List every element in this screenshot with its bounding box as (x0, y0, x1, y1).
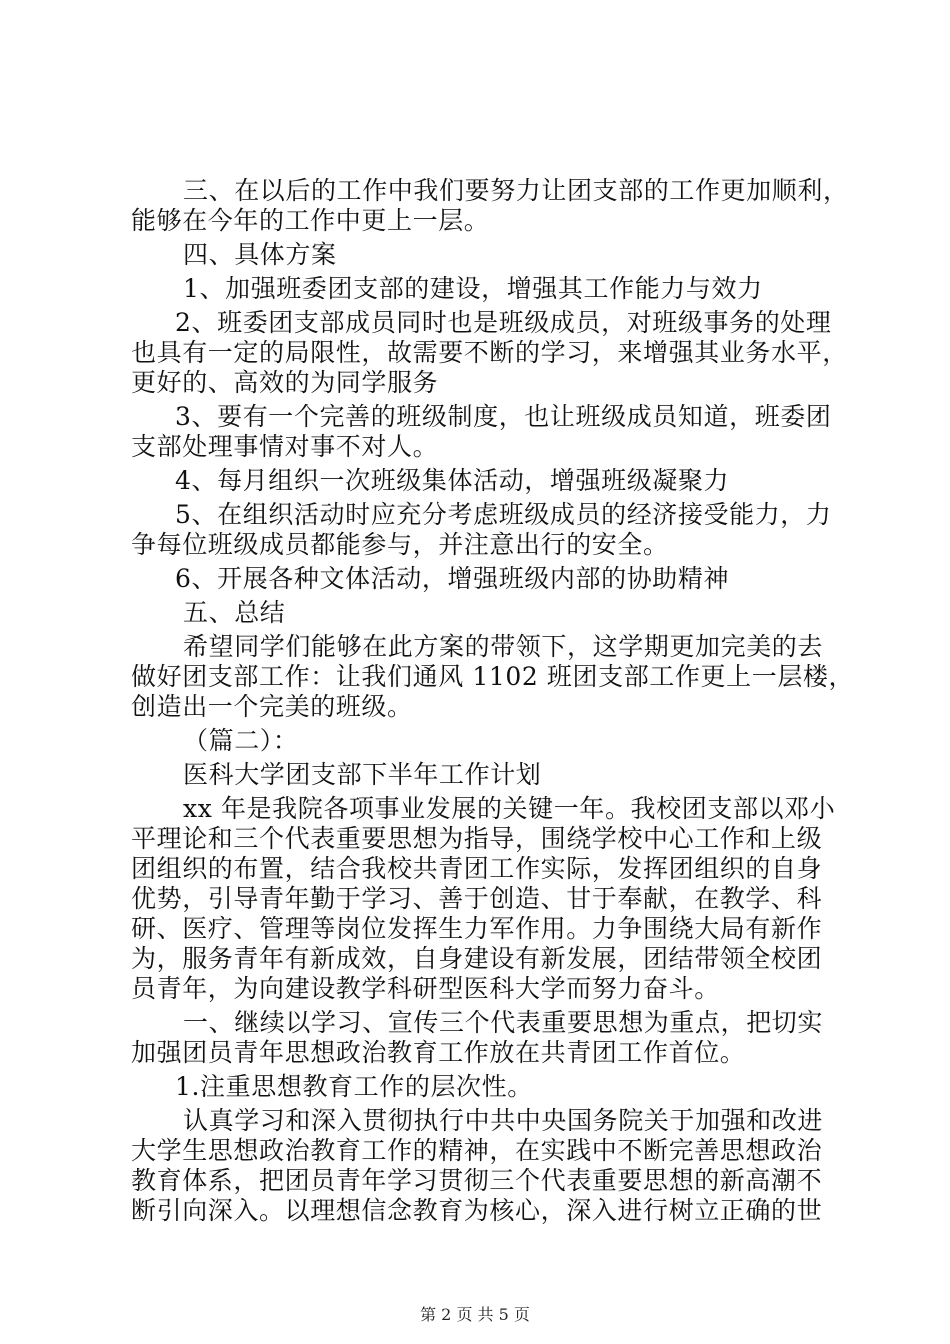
text-line: 3、要有一个完善的班级制度，也让班级成员知道，班委团 (175, 402, 832, 431)
text-line: 也具有一定的局限性，故需要不断的学习，来增强其业务水平， (131, 338, 848, 367)
text-line: 4、每月组织一次班级集体活动，增强班级凝聚力 (175, 466, 730, 495)
text-line: 更好的、高效的为同学服务 (131, 368, 439, 397)
text-line: 能够在今年的工作中更上一层。 (131, 206, 490, 235)
text-line: 大学生思想政治教育工作的精神，在实践中不断完善思想政治 (131, 1136, 823, 1165)
text-line: 做好团支部工作：让我们通风 1102 班团支部工作更上一层楼， (131, 662, 855, 691)
text-line: 5、在组织活动时应充分考虑班级成员的经济接受能力，力 (175, 500, 832, 529)
text-line: 为，服务青年有新成效，自身建设有新发展，团结带领全校团 (131, 944, 823, 973)
text-line: 认真学习和深入贯彻执行中共中央国务院关于加强和改进 (183, 1106, 824, 1135)
text-line: 研、医疗、管理等岗位发挥生力军作用。力争围绕大局有新作 (131, 914, 823, 943)
text-line: 教育体系，把团员青年学习贯彻三个代表重要思想的新高潮不 (131, 1166, 823, 1195)
text-line: 6、开展各种文体活动，增强班级内部的协助精神 (175, 564, 730, 593)
text-line: （篇二）： (183, 726, 299, 755)
text-line: 团组织的布置，结合我校共青团工作实际，发挥团组织的自身 (131, 854, 823, 883)
text-line: 三、在以后的工作中我们要努力让团支部的工作更加顺利， (183, 176, 849, 205)
text-line: 1.注重思想教育工作的层次性。 (175, 1072, 533, 1101)
page-footer: 第 2 页 共 5 页 (420, 1305, 530, 1324)
text-line: 四、具体方案 (183, 240, 337, 269)
text-line: 创造出一个完美的班级。 (131, 692, 413, 721)
text-line: 支部处理事情对事不对人。 (131, 432, 439, 461)
text-line: 1、加强班委团支部的建设，增强其工作能力与效力 (183, 274, 763, 303)
text-line: 五、总结 (183, 598, 286, 627)
text-line: 断引向深入。以理想信念教育为核心，深入进行树立正确的世 (131, 1196, 823, 1225)
text-line: 平理论和三个代表重要思想为指导，围绕学校中心工作和上级 (131, 824, 823, 853)
text-line: 一、继续以学习、宣传三个代表重要思想为重点，把切实 (183, 1008, 824, 1037)
text-line: 加强团员青年思想政治教育工作放在共青团工作首位。 (131, 1038, 746, 1067)
text-line: xx 年是我院各项事业发展的关键一年。我校团支部以邓小 (183, 794, 836, 823)
text-line: 争每位班级成员都能参与，并注意出行的安全。 (131, 530, 669, 559)
text-line: 医科大学团支部下半年工作计划 (183, 760, 542, 789)
text-line: 员青年，为向建设教学科研型医科大学而努力奋斗。 (131, 974, 720, 1003)
text-line: 2、班委团支部成员同时也是班级成员，对班级事务的处理 (175, 308, 832, 337)
text-line: 希望同学们能够在此方案的带领下，这学期更加完美的去 (183, 632, 824, 661)
text-line: 优势，引导青年勤于学习、善于创造、甘于奉献，在教学、科 (131, 884, 823, 913)
